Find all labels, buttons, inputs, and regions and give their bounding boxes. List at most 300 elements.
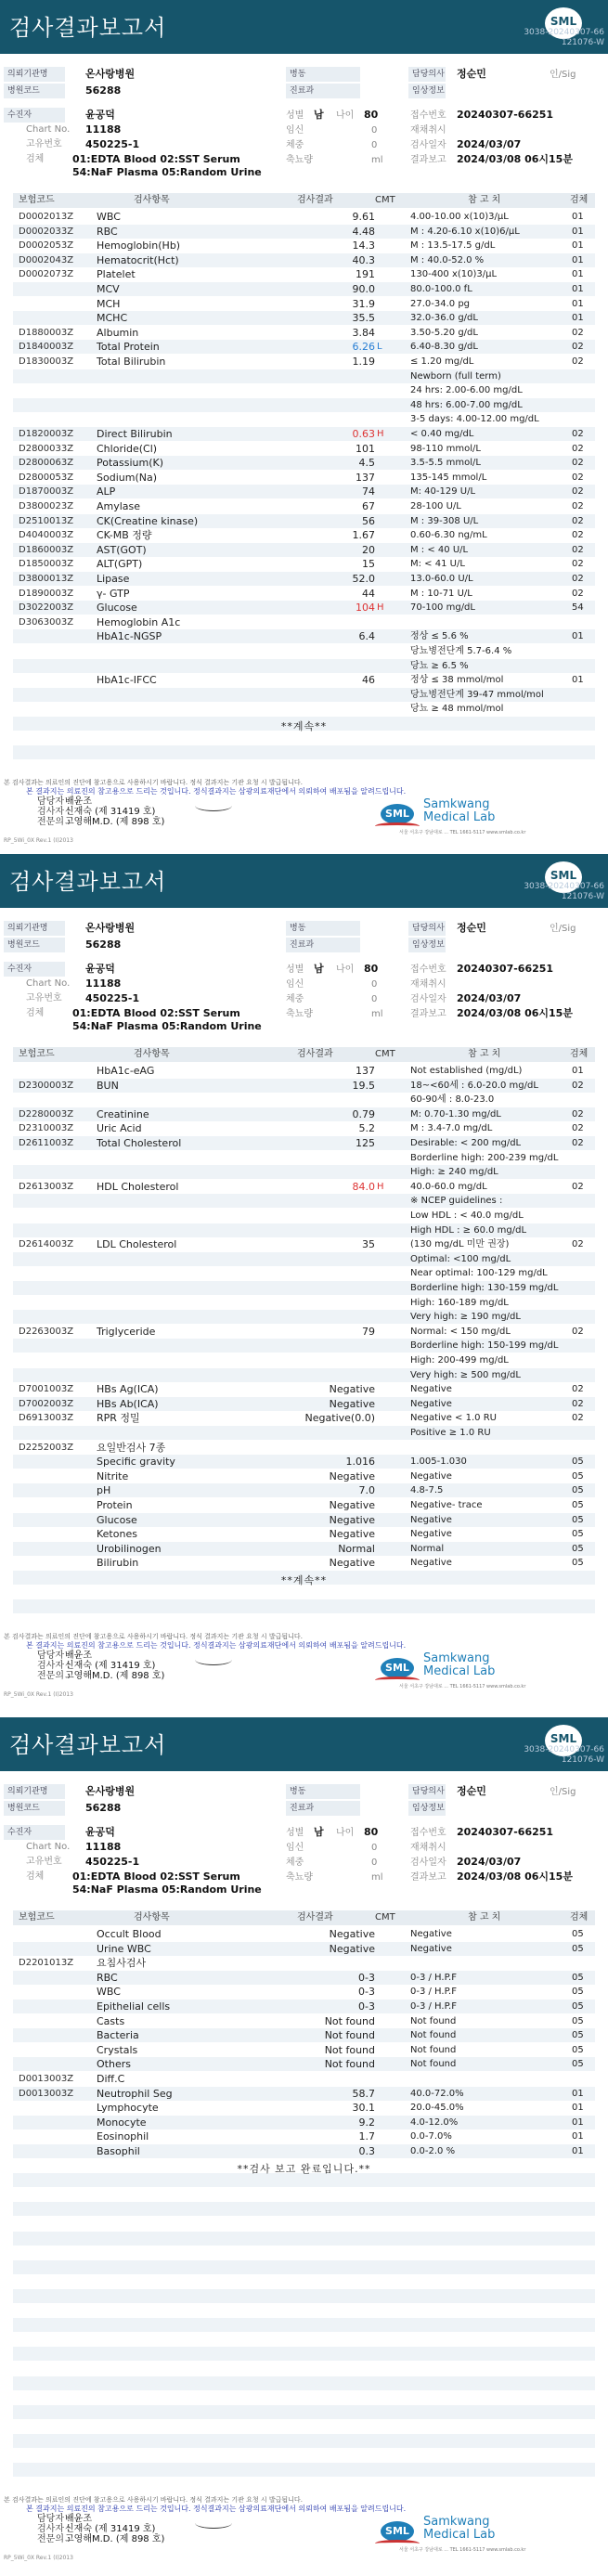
col-div: 검체 xyxy=(570,1912,589,1922)
row-code: D7002003Z xyxy=(19,1398,74,1409)
row-reference: 3.5-5.5 mmol/L xyxy=(410,458,481,469)
row-item: Specific gravity xyxy=(97,1456,175,1469)
table-row xyxy=(13,2449,595,2463)
age-value: 80 xyxy=(364,109,379,121)
row-specimen: 01 xyxy=(572,2116,584,2128)
row-result: 35.5 xyxy=(352,312,375,325)
footer-note-2: 본 결과지는 의료진의 참고용으로 드리는 것입니다. 정식결과지는 삼광의료재단에서 의뢰하여 배포됨을 알려드립니다. xyxy=(26,2505,407,2513)
urine-unit: ml xyxy=(371,1009,383,1019)
row-reference: 40.0-60.0 mg/dL xyxy=(410,1181,487,1192)
row-result: Negative xyxy=(329,1499,375,1511)
row-reference: M: < 41 U/L xyxy=(410,559,465,570)
row-specimen: 02 xyxy=(572,1138,584,1148)
col-item: 검사항목 xyxy=(134,1049,170,1059)
table-row xyxy=(13,2434,595,2448)
table-row xyxy=(13,644,595,658)
row-reference: Negative xyxy=(410,1514,452,1525)
row-code: D0013003Z xyxy=(19,2074,74,2084)
row-specimen: 01 xyxy=(572,2088,584,2099)
row-reference: 27.0-34.0 pg xyxy=(410,298,471,309)
row-specimen: 02 xyxy=(572,342,584,353)
table-row xyxy=(13,2014,595,2028)
sml-logo-icon: SML xyxy=(545,861,582,893)
row-reference: Negative xyxy=(410,1470,452,1482)
row-code: D1840003Z xyxy=(19,342,74,353)
row-item: Protein xyxy=(97,1499,133,1511)
row-reference: Very high: ≥ 190 mg/dL xyxy=(410,1312,521,1323)
row-reference: 40.0-72.0% xyxy=(410,2088,464,2099)
row-specimen: 01 xyxy=(572,212,584,222)
specimen-line2: 54:NaF Plasma 05:Random Urine xyxy=(72,1883,262,1896)
row-item: Monocyte xyxy=(97,2116,147,2129)
table-row xyxy=(13,2188,595,2202)
check-date-label: 검사일자 xyxy=(410,1858,446,1868)
table-row xyxy=(13,2087,595,2101)
row-specimen: 01 xyxy=(572,675,584,686)
row-code: D2300003Z xyxy=(19,1080,74,1091)
row-specimen: 02 xyxy=(572,1108,584,1120)
table-row xyxy=(13,311,595,325)
row-specimen: 01 xyxy=(572,254,584,265)
row-code: D2201013Z xyxy=(19,1958,74,1969)
table-row xyxy=(13,267,595,281)
row-reference: 0-3 / H.P.F xyxy=(410,2001,457,2012)
row-result: 191 xyxy=(356,268,375,281)
preg-label: 임신 xyxy=(286,1843,304,1853)
chart-value: 11188 xyxy=(85,977,122,990)
report-date-value: 2024/03/08 06시15분 xyxy=(457,1007,573,1019)
reg-label: 재채취시 xyxy=(410,979,446,990)
row-result: 7.0 xyxy=(358,1484,375,1497)
table-row xyxy=(13,615,595,629)
row-result: 74 xyxy=(362,485,375,498)
continue-marker: **계속** xyxy=(280,720,328,732)
row-item: Basophil xyxy=(97,2145,140,2157)
table-row xyxy=(13,1136,595,1150)
row-item: ALT(GPT) xyxy=(97,558,143,571)
row-item: pH xyxy=(97,1484,111,1497)
table-row xyxy=(13,1411,595,1425)
row-item: Others xyxy=(97,2058,131,2071)
row-result: Not found xyxy=(324,2043,375,2056)
idno-label: 고유번호 xyxy=(26,993,62,1003)
table-row xyxy=(13,427,595,441)
row-specimen: 05 xyxy=(572,1929,584,1939)
doctor-value: 정순민 xyxy=(457,1785,486,1797)
row-flag: H xyxy=(377,602,384,614)
result-table-header xyxy=(13,1910,595,1925)
table-row xyxy=(13,340,595,354)
report-footer xyxy=(0,1632,608,1703)
row-specimen: 01 xyxy=(572,313,584,324)
institution-label: 의뢰기관명 xyxy=(4,921,65,936)
row-result: 0.79 xyxy=(352,1107,375,1120)
row-item: γ- GTP xyxy=(97,587,130,600)
row-code: D0002073Z xyxy=(19,269,74,280)
row-item: HbA1c-NGSP xyxy=(97,630,162,643)
report-date-value: 2024/03/08 06시15분 xyxy=(457,1871,573,1883)
sml-logo-icon: SML xyxy=(545,1725,582,1756)
row-specimen: 02 xyxy=(572,574,584,584)
row-specimen: 01 xyxy=(572,240,584,252)
row-result: 0-3 xyxy=(358,1971,375,1984)
sex-value: 남 xyxy=(314,1826,324,1838)
table-row xyxy=(13,253,595,267)
row-item: RBC xyxy=(97,225,118,238)
row-specimen: 02 xyxy=(572,515,584,526)
row-reference: M : < 40 U/L xyxy=(410,544,469,555)
sex-value: 남 xyxy=(314,109,324,121)
report-page-2 xyxy=(0,854,608,1703)
row-item: Epithelial cells xyxy=(97,2000,171,2013)
row-specimen: 02 xyxy=(572,1326,584,1337)
row-result: 6.26 xyxy=(352,341,375,354)
row-item: WBC xyxy=(97,211,121,223)
row-reference: Negative xyxy=(410,1529,452,1540)
row-reference: High: ≥ 240 mg/dL xyxy=(410,1167,498,1178)
hospital-code-value: 56288 xyxy=(85,84,122,97)
table-row xyxy=(13,601,595,615)
table-row xyxy=(13,1266,595,1280)
row-reference: 60-90세 : 8.0-23.0 xyxy=(410,1094,495,1106)
report-date-label: 결과보고 xyxy=(410,155,446,165)
specimen-line1: 01:EDTA Blood 02:SST Serum xyxy=(72,1007,240,1019)
patient-label: 수진자 xyxy=(4,108,65,123)
row-result: 9.61 xyxy=(352,211,375,223)
row-specimen: 02 xyxy=(572,1384,584,1395)
row-result: 4.48 xyxy=(352,225,375,238)
chart-label: Chart No. xyxy=(26,124,71,135)
table-row xyxy=(13,1556,595,1570)
patient-label: 수진자 xyxy=(4,962,65,977)
row-specimen: 02 xyxy=(572,559,584,570)
patient-header xyxy=(0,63,608,178)
table-row xyxy=(13,2217,595,2231)
row-reference: 0-3 / H.P.F xyxy=(410,1987,457,1998)
check-date-value: 2024/03/07 xyxy=(457,992,522,1004)
footer-note-2: 본 결과지는 의료진의 참고용으로 드리는 것입니다. 정식결과지는 삼광의료재단에서 의뢰하여 배포됨을 알려드립니다. xyxy=(26,787,407,796)
table-row xyxy=(13,1107,595,1121)
row-code: D7001003Z xyxy=(19,1384,74,1395)
table-row xyxy=(13,282,595,296)
col-div: 검체 xyxy=(570,195,589,205)
row-item: Hemoglobin A1c xyxy=(97,615,181,628)
table-row xyxy=(13,499,595,513)
receipt-label: 접수번호 xyxy=(410,1828,446,1838)
row-result: 31.9 xyxy=(352,297,375,310)
report-date-label: 결과보고 xyxy=(410,1009,446,1019)
row-code: D1860003Z xyxy=(19,544,74,555)
table-row xyxy=(13,369,595,383)
col-result: 검사결과 xyxy=(297,1049,333,1059)
row-reference: Not found xyxy=(410,2015,457,2026)
row-code: D6913003Z xyxy=(19,1413,74,1424)
row-result: 56 xyxy=(362,514,375,527)
row-reference: Desirable: < 200 mg/dL xyxy=(410,1138,522,1148)
specimen-line1: 01:EDTA Blood 02:SST Serum xyxy=(72,153,240,165)
row-code: D1880003Z xyxy=(19,327,74,338)
row-item: Total Bilirubin xyxy=(97,356,166,368)
row-reference: High HDL : ≥ 60.0 mg/dL xyxy=(410,1224,527,1236)
row-specimen: 05 xyxy=(572,1500,584,1510)
table-row xyxy=(13,1121,595,1135)
row-item: Bilirubin xyxy=(97,1557,139,1570)
chart-label: Chart No. xyxy=(26,978,71,989)
sml-logo-icon: SML xyxy=(545,7,582,39)
row-item: Platelet xyxy=(97,268,136,281)
row-item: Sodium(Na) xyxy=(97,471,157,484)
row-reference: 0.0-2.0 % xyxy=(410,2146,456,2156)
receipt-label: 접수번호 xyxy=(410,964,446,975)
footer-note-1: 본 검사결과는 의료인의 진단에 참고용으로 사용하시기 바랍니다. 정식 결과지는 기관 요청 시 발급됩니다. xyxy=(4,779,303,786)
report-banner xyxy=(0,854,608,908)
row-reference: Newborn (full term) xyxy=(410,370,501,382)
row-reference: 32.0-36.0 g/dL xyxy=(410,313,478,324)
signature-scribble-icon xyxy=(195,2518,232,2529)
row-result: 79 xyxy=(362,1325,375,1338)
urine-label: 축뇨량 xyxy=(286,1009,313,1019)
row-reference: (130 mg/dL 미만 권장) xyxy=(410,1239,510,1250)
row-item: Amylase xyxy=(97,500,141,512)
row-result: 137 xyxy=(356,1065,375,1077)
row-reference: 3-5 days: 4.00-12.00 mg/dL xyxy=(410,414,539,425)
row-flag: L xyxy=(377,342,382,353)
table-row xyxy=(13,1151,595,1165)
table-row xyxy=(13,2202,595,2216)
row-specimen: 02 xyxy=(572,1413,584,1424)
weight-value: 0 xyxy=(371,994,378,1004)
table-row xyxy=(13,1542,595,1556)
table-row xyxy=(13,673,595,687)
row-code: D1870003Z xyxy=(19,486,74,498)
idno-value: 450225-1 xyxy=(85,992,140,1004)
row-specimen: 05 xyxy=(572,2001,584,2012)
row-result: 67 xyxy=(362,500,375,512)
row-reference: Not found xyxy=(410,2030,457,2041)
check-date-value: 2024/03/07 xyxy=(457,138,522,150)
row-reference: M: 0.70-1.30 mg/dL xyxy=(410,1108,501,1120)
row-item: Lymphocyte xyxy=(97,2102,159,2115)
row-result: 30.1 xyxy=(352,2102,375,2115)
row-item: MCH xyxy=(97,297,121,310)
row-item: CK(Creatine kinase) xyxy=(97,514,199,527)
table-row xyxy=(13,1353,595,1367)
table-row xyxy=(13,1079,595,1093)
lab-address: 서울 서초구 강남대로 ... TEL 1661-5117 www.smlab.co.kr xyxy=(399,1684,526,1689)
row-item: 요침사검사 xyxy=(97,1957,147,1970)
sex-value: 남 xyxy=(314,963,324,975)
row-flag: H xyxy=(377,1181,384,1192)
table-row xyxy=(13,1237,595,1251)
row-result: 6.4 xyxy=(358,630,375,643)
row-result: Normal xyxy=(338,1542,375,1555)
table-row xyxy=(13,2390,595,2404)
row-code: D0002033Z xyxy=(19,226,74,237)
row-item: ALP xyxy=(97,485,116,498)
reference-ids: 3038-20240307-66 121076-W xyxy=(524,882,604,901)
table-row xyxy=(13,1325,595,1339)
row-result: 84.0 xyxy=(352,1180,375,1193)
ward-label: 병동 xyxy=(286,67,360,82)
dept-label: 진료과 xyxy=(286,1801,360,1816)
row-specimen: 05 xyxy=(572,1456,584,1468)
row-code: D1890003Z xyxy=(19,588,74,599)
table-row xyxy=(13,745,595,759)
table-row xyxy=(13,1180,595,1194)
row-reference: M: 40-129 U/L xyxy=(410,486,476,498)
table-row xyxy=(13,2057,595,2071)
row-flag: H xyxy=(377,429,384,439)
specimen-line1: 01:EDTA Blood 02:SST Serum xyxy=(72,1871,240,1883)
row-result: 4.5 xyxy=(358,457,375,470)
row-specimen: 05 xyxy=(572,2059,584,2070)
dept-label: 진료과 xyxy=(286,938,360,952)
specimen-line2: 54:NaF Plasma 05:Random Urine xyxy=(72,166,262,178)
table-row xyxy=(13,210,595,224)
row-reference: M : 4.20-6.10 x(10)6/μL xyxy=(410,226,520,237)
table-row xyxy=(13,412,595,426)
lab-name: Samkwang Medical Lab xyxy=(423,797,496,824)
row-result: Not found xyxy=(324,2058,375,2071)
table-row xyxy=(13,2043,595,2057)
lab-name: Samkwang Medical Lab xyxy=(423,2515,496,2542)
footer-note-2: 본 결과지는 의료진의 참고용으로 드리는 것입니다. 정식결과지는 삼광의료재단에서 의뢰하여 배포됨을 알려드립니다. xyxy=(26,1641,407,1650)
row-reference: ≤ 1.20 mg/dL xyxy=(410,356,474,367)
check-date-label: 검사일자 xyxy=(410,994,446,1004)
row-result: 1.19 xyxy=(352,356,375,368)
row-reference: High: 200-499 mg/dL xyxy=(410,1355,509,1366)
row-result: 14.3 xyxy=(352,239,375,252)
specimen-label: 검체 xyxy=(26,1871,45,1882)
row-code: D0002043Z xyxy=(19,254,74,265)
row-specimen: 05 xyxy=(572,1529,584,1540)
row-item: Triglyceride xyxy=(97,1325,156,1338)
table-row xyxy=(13,2289,595,2303)
sml-lab-logo-icon: SML xyxy=(375,804,420,830)
row-reference: Negative xyxy=(410,1384,452,1395)
row-specimen: 05 xyxy=(572,1485,584,1496)
row-item: Glucose xyxy=(97,602,137,615)
hospital-code-label: 병원코드 xyxy=(4,938,65,952)
row-item: Diff.C xyxy=(97,2073,125,2085)
row-item: MCV xyxy=(97,283,120,295)
row-reference: Borderline high: 130-159 mg/dL xyxy=(410,1283,559,1293)
doctor-label: 담당의사 xyxy=(408,1784,446,1799)
hospital-code-value: 56288 xyxy=(85,1802,122,1814)
col-code: 보험코드 xyxy=(19,1049,55,1059)
row-item: Ketones xyxy=(97,1528,137,1541)
table-row xyxy=(13,1527,595,1541)
idno-label: 고유번호 xyxy=(26,1857,62,1867)
row-specimen: 01 xyxy=(572,631,584,642)
report-footer xyxy=(0,2495,608,2567)
table-row xyxy=(13,326,595,340)
institution-label: 의뢰기관명 xyxy=(4,67,65,82)
table-row xyxy=(13,2463,595,2477)
row-result: Negative xyxy=(329,1557,375,1570)
result-table-header xyxy=(13,1047,595,1062)
row-item: Neutrophil Seg xyxy=(97,2087,173,2100)
table-row xyxy=(13,1223,595,1237)
table-row xyxy=(13,398,595,412)
row-item: Bacteria xyxy=(97,2029,139,2042)
row-result: Negative xyxy=(329,1513,375,1526)
row-specimen: 05 xyxy=(572,2015,584,2026)
table-row xyxy=(13,355,595,369)
row-specimen: 02 xyxy=(572,443,584,454)
row-code: D3800023Z xyxy=(19,501,74,511)
row-reference: 80.0-100.0 fL xyxy=(410,284,472,294)
row-specimen: 05 xyxy=(572,1470,584,1482)
row-reference: Very high: ≥ 500 mg/dL xyxy=(410,1369,521,1380)
preg-value: 0 xyxy=(371,979,378,990)
table-row xyxy=(13,1971,595,1985)
row-result: 46 xyxy=(362,674,375,687)
report-banner xyxy=(0,0,608,54)
row-reference: 4.0-12.0% xyxy=(410,2116,459,2128)
table-row xyxy=(13,297,595,311)
table-row xyxy=(13,225,595,239)
sex-label: 성별 xyxy=(286,110,304,121)
row-reference: 당뇨병전단계 5.7-6.4 % xyxy=(410,646,512,656)
table-row xyxy=(13,688,595,702)
check-date-label: 검사일자 xyxy=(410,140,446,150)
form-version: RP_5Wi_0X Rev.1 (I)2013 xyxy=(4,837,73,844)
age-value: 80 xyxy=(364,963,379,975)
row-reference: 135-145 mmol/L xyxy=(410,472,487,483)
table-row xyxy=(13,2347,595,2361)
row-result: Negative xyxy=(329,1528,375,1541)
table-row xyxy=(13,2260,595,2274)
table-row xyxy=(13,2304,595,2318)
row-reference: Optimal: <100 mg/dL xyxy=(410,1253,511,1264)
age-label: 나이 xyxy=(336,1828,355,1838)
institution-value: 온사랑병원 xyxy=(85,922,136,934)
idno-value: 450225-1 xyxy=(85,138,140,150)
row-item: MCHC xyxy=(97,312,128,325)
row-specimen: 02 xyxy=(572,501,584,511)
row-result: 0.3 xyxy=(358,2145,375,2157)
row-specimen: 01 xyxy=(572,2103,584,2114)
row-item: Casts xyxy=(97,2014,125,2027)
row-specimen: 01 xyxy=(572,2146,584,2156)
row-specimen: 02 xyxy=(572,356,584,367)
table-row xyxy=(13,587,595,601)
col-result: 검사결과 xyxy=(297,1912,333,1922)
table-row xyxy=(13,1455,595,1469)
lab-address: 서울 서초구 강남대로 ... TEL 1661-5117 www.smlab.co.kr xyxy=(399,830,526,835)
row-item: HBs Ag(ICA) xyxy=(97,1383,159,1396)
table-row xyxy=(13,1397,595,1411)
table-row xyxy=(13,1310,595,1324)
col-code: 보험코드 xyxy=(19,1912,55,1922)
row-reference: 0.0-7.0% xyxy=(410,2131,452,2142)
row-reference: Negative xyxy=(410,1943,452,1954)
urine-unit: ml xyxy=(371,155,383,165)
row-code: D2800063Z xyxy=(19,458,74,469)
row-specimen: 05 xyxy=(572,1514,584,1525)
row-code: D3022003Z xyxy=(19,602,74,614)
row-reference: 당뇨 ≥ 48 mmol/mol xyxy=(410,704,504,715)
row-specimen: 05 xyxy=(572,1558,584,1569)
row-reference: Normal: < 150 mg/dL xyxy=(410,1326,511,1337)
clinic-label: 임상정보 xyxy=(408,84,446,98)
row-reference: 18~<60세 : 6.0-20.0 mg/dL xyxy=(410,1080,538,1091)
col-cmt: CMT xyxy=(375,195,395,205)
row-reference: < 0.40 mg/dL xyxy=(410,429,474,439)
table-row xyxy=(13,1942,595,1956)
row-item: Lipase xyxy=(97,573,130,585)
